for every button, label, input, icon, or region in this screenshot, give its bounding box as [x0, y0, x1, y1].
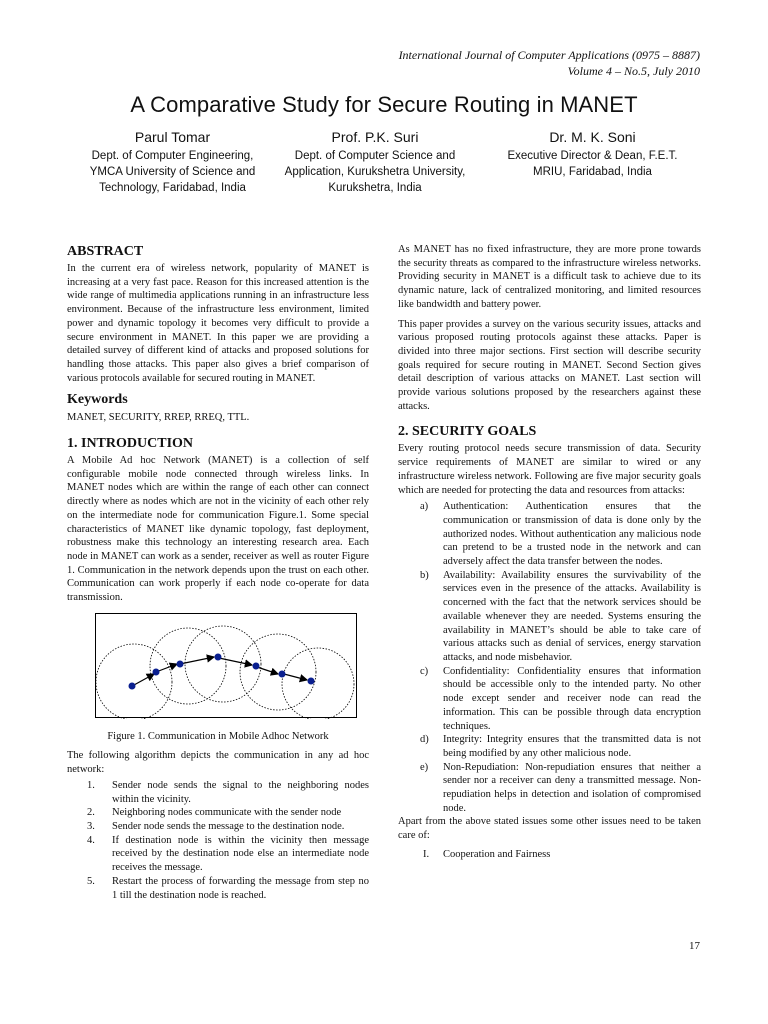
range-circle: [282, 648, 354, 719]
list-item: [67, 875, 369, 902]
security-goals-heading: 2. SECURITY GOALS: [398, 424, 537, 440]
goal-label: b): [420, 569, 429, 581]
author-affiliation: Kurukshetra, India: [328, 182, 422, 194]
algorithm-steps: [67, 779, 369, 902]
goal-text: Integrity: Integrity ensures that the transmitted data is not being modified by any other malicious node.: [443, 734, 701, 759]
node-dot: [279, 670, 286, 677]
manet-figure: [95, 613, 357, 718]
list-item: [398, 569, 701, 665]
step-number: 2.: [87, 807, 95, 819]
security-goals-intro: Every routing protocol needs secure transmission of data. Security service requirements of MANET are similar to wired or any infrastructure wireless network. Following are five major security goals which are needed for protecting the data and resources from attacks:: [398, 443, 701, 496]
route-arrow: [284, 674, 307, 680]
list-item: [398, 500, 701, 569]
left-column: [67, 243, 369, 902]
right-column: [398, 243, 701, 862]
author-affiliation: Executive Director & Dean, F.E.T.: [507, 150, 678, 162]
list-item: [398, 665, 701, 734]
author-name: Parul Tomar: [134, 129, 211, 145]
paper-title: A Comparative Study for Secure Routing in MANET: [130, 92, 638, 117]
step-number: 4.: [87, 834, 95, 846]
intro-paragraph-1: As MANET has no fixed infrastructure, they are more prone towards the security threats as compared to the infrastructure wireless networks. Providing security in MANET is a difficult task to achieve due to its dynamic nature, lack of centralized monitoring, and limited resources like bandwidth and battery power.: [398, 244, 701, 310]
author-name: Dr. M. K. Soni: [549, 129, 636, 145]
goal-text: Non-Repudiation: Non-repudiation ensures that neither a sender nor a receiver can deny a transmitted message. Non-repudiation helps in detection and isolation of compromised node.: [443, 761, 701, 814]
intro-paragraph-2: This paper provides a survey on the various security issues, attacks and various proposed routing protocols against these attacks. Paper is divided into three major sections. First section will describe security goals required for secure routing in MANET. Second Section gives detail description of various attacks on MANET. Last section will provide various solutions proposed by the researchers against these attacks.: [398, 318, 701, 412]
step-text: Restart the process of forwarding the message from step no 1 till the destination node is reached.: [112, 875, 369, 901]
journal-volume: Volume 4 – No.5, July 2010: [567, 64, 700, 78]
goal-label: c): [420, 665, 429, 677]
step-text: Neighboring nodes communicate with the sender node: [112, 807, 342, 819]
list-item: [67, 779, 369, 806]
step-text: Sender node sends the message to the destination node.: [112, 820, 345, 832]
route-arrow: [180, 657, 214, 664]
abstract-text: In the current era of wireless network, popularity of MANET is increasing at a very fast pace. Reason for this increased attention is the wide range of multimedia applications running in an infrastructure less environment. Because of the infrastructure less environment, limited power and dynamic topology it becomes very difficult to provide a secure environment in MANET. In this paper we are providing a detailed survey of different kind of attacks and proposed solutions for handling those attacks. This paper also gives a brief comparison of various protocols available for secured routing in MANET.: [67, 263, 369, 384]
author-affiliation: Dept. of Computer Science and: [294, 150, 456, 162]
goal-text: Availability: Availability ensures the survivability of the services even in the presence of the attacks. Availability is concerned with the fact that the network services should be available whenever they are needed. Systems ensuring the availability in MANET’s should be able to take care of various attacks such as denial of services, energy starvation attacks, and node misbehavior.: [443, 569, 701, 663]
range-circle: [240, 634, 316, 710]
author-affiliation: Application, Kurukshetra University,: [284, 166, 466, 178]
node-dot: [129, 682, 136, 689]
manet-diagram: [96, 614, 358, 719]
node-dot: [215, 653, 222, 660]
introduction-heading: 1. INTRODUCTION: [67, 436, 194, 452]
author-block-2: [275, 128, 475, 196]
goal-label: e): [420, 761, 429, 773]
journal-header: [399, 47, 700, 79]
node-dot: [153, 668, 160, 675]
node-dot: [253, 662, 260, 669]
step-text: If destination node is within the vicinity then message received by the destination node else an intermediate node receives the message.: [112, 834, 369, 874]
author-name: Prof. P.K. Suri: [331, 129, 419, 145]
goal-text: Confidentiality: Confidentiality ensures that information should be accessible only to the intended party. No other node except sender and receiver node can read the information. This can be possible through data encryption techniques.: [443, 665, 701, 732]
route-arrow: [134, 674, 154, 685]
page-number: 17: [689, 940, 700, 952]
list-item: [67, 834, 369, 875]
step-number: 1.: [87, 779, 95, 791]
figure-caption: Figure 1. Communication in Mobile Adhoc Network: [107, 730, 329, 742]
node-dot: [177, 660, 184, 667]
range-circle: [96, 644, 172, 719]
route-arrow: [219, 658, 252, 665]
goal-text: Authentication: Authentication ensures that the communication or transmission of data is done only by the authorized nodes. Without authentication any malicious node can pretend to be a trusted node in the network and can adversely affect the data transfer between the nodes.: [443, 501, 701, 568]
algorithm-intro: The following algorithm depicts the communication in any ad hoc network:: [67, 750, 369, 776]
author-block-3: [490, 128, 695, 180]
keywords-text: MANET, SECURITY, RREP, RREQ, TTL.: [67, 412, 250, 424]
goal-label: d): [420, 734, 429, 746]
journal-citation: International Journal of Computer Applications (0975 – 8887): [398, 48, 700, 62]
introduction-text: A Mobile Ad hoc Network (MANET) is a collection of self configurable mobile node connected through wireless links. In MANET nodes which are within the range of each other can connect directly where as nodes which are not in the vicinity of each other rely on the intermediate node for communication Figure.1. Some special characteristics of MANET like dynamic topology, fast deployment, robustness make this technology an interesting research area. Each node in MANET can work as a sender, receiver as well as router Figure 1. Communication in the network depends upon the trust on each other. Communication can work properly if each node co-operate for data transmission.: [67, 455, 369, 604]
author-affiliation: Dept. of Computer Engineering,: [91, 150, 254, 162]
step-text: Sender node sends the signal to the neighboring nodes within the vicinity.: [112, 779, 369, 805]
issue-text: Cooperation and Fairness: [443, 848, 551, 860]
author-affiliation: MRIU, Faridabad, India: [533, 166, 652, 178]
author-block-1: [70, 128, 275, 196]
list-item: [67, 806, 369, 820]
node-dot: [308, 677, 315, 684]
author-affiliation: Technology, Faridabad, India: [99, 182, 246, 194]
other-issues-text: Apart from the above stated issues some other issues need to be taken care of:: [398, 816, 701, 842]
security-goals-list: [398, 500, 701, 815]
issue-item: [398, 848, 701, 862]
author-affiliation: YMCA University of Science and: [89, 166, 256, 178]
step-number: 5.: [87, 875, 95, 887]
step-number: 3.: [87, 820, 95, 832]
list-item: [398, 761, 701, 816]
list-item: [398, 733, 701, 760]
goal-label: a): [420, 501, 429, 513]
keywords-heading: Keywords: [67, 392, 128, 408]
issue-label: I.: [423, 848, 430, 860]
range-circle: [150, 628, 226, 704]
list-item: [67, 820, 369, 834]
abstract-heading: ABSTRACT: [67, 244, 144, 259]
